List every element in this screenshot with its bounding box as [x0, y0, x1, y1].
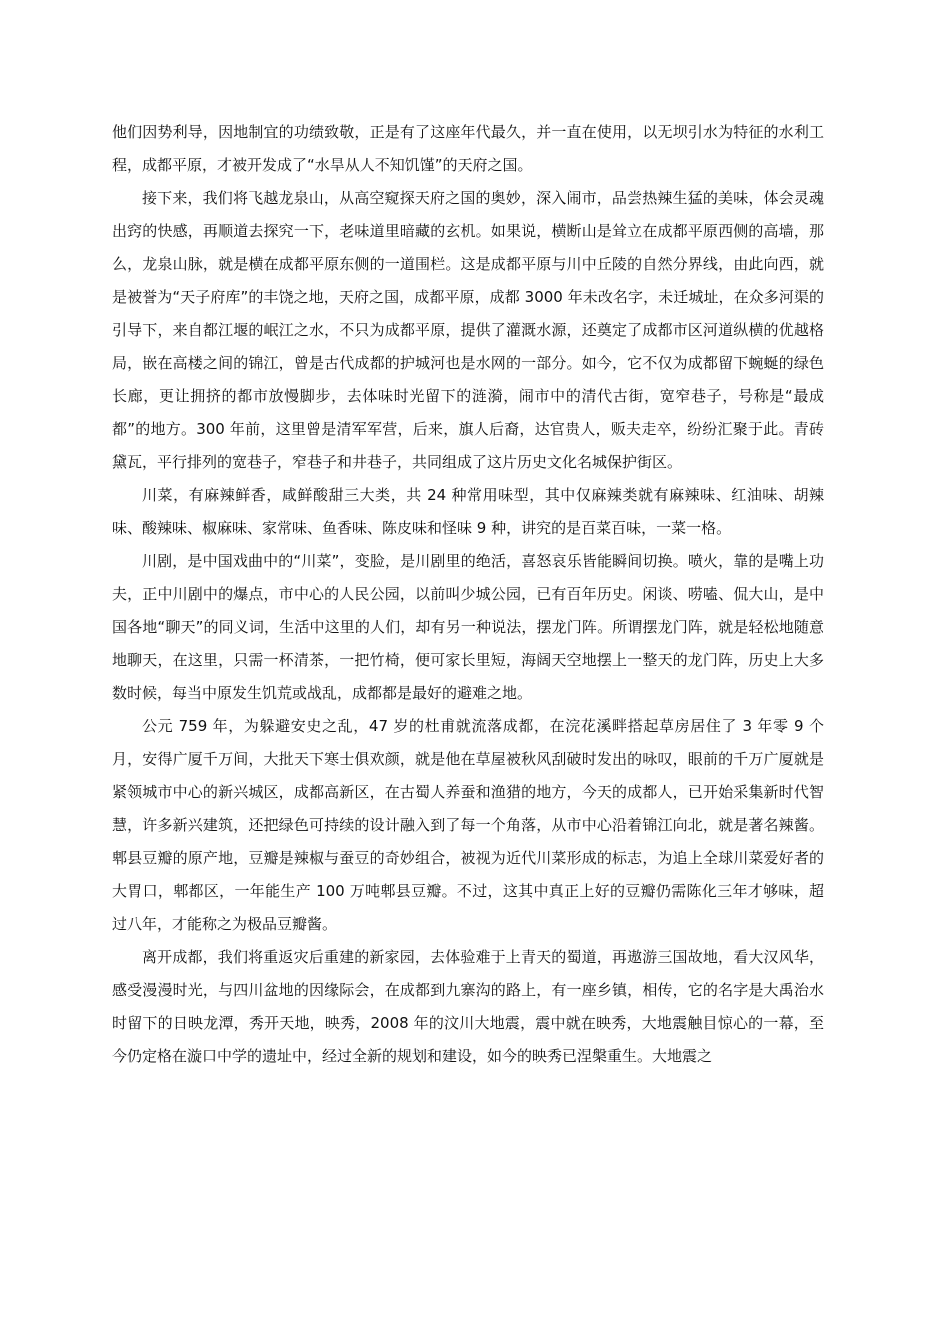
document-body — [112, 116, 824, 1073]
paragraph-sichuan-opera: 川剧，是中国戏曲中的“川菜”，变脸，是川剧里的绝活，喜怒哀乐皆能瞬间切换。喷火，靠的是嘴上功夫，正中川剧中的爆点，市中心的人民公园，以前叫少城公园，已有百年历史。闲谈、唠嗑、侃大山，是中国各地“聊天”的同义词，生活中这里的人们，却有另一种说法，摆龙门阵。所谓摆龙门阵，就是轻松地随意地聊天，在这里，只需一杯清茶，一把竹椅，便可家长里短，海阔天空地摆上一整天的龙门阵，历史上大多数时候，每当中原发生饥荒或战乱，成都都是最好的避难之地。 — [112, 552, 824, 702]
paragraph-sichuan-cuisine: 川菜，有麻辣鲜香，咸鲜酸甜三大类，共 24 种常用味型，其中仅麻辣类就有麻辣味、红油味、胡辣味、酸辣味、椒麻味、家常味、鱼香味、陈皮味和怪味 9 种，讲究的是百菜百味，一菜一格。 — [112, 486, 824, 537]
paragraph-dujiangyan-tribute: 他们因势利导，因地制宜的功绩致敬，正是有了这座年代最久，并一直在使用，以无坝引水为特征的水利工程，成都平原，才被开发成了“水旱从人不知饥馑”的天府之国。 — [112, 123, 824, 174]
paragraph-du-fu-and-pixian: 公元 759 年，为躲避安史之乱，47 岁的杜甫就流落成都，在浣花溪畔搭起草房居住了 3 年零 9 个月，安得广厦千万间，大批天下寒士俱欢颜，就是他在草屋被秋风刮破时发出的咏叹，眼前的千万广厦就是紧领城市中心的新兴城区，成都高新区，在古蜀人养蚕和渔猎的地方，今天的成都人，已开始采集新时代智慧，许多新兴建筑，还把绿色可持续的设计融入到了每一个角落，从市中心沿着锦江向北，就是著名辣酱。郫县豆瓣的原产地，豆瓣是辣椒与蚕豆的奇妙组合，被视为近代川菜形成的标志，为追上全球川菜爱好者的大胃口，郫都区，一年能生产 100 万吨郫县豆瓣。不过，这其中真正上好的豆瓣仍需陈化三年才够味，超过八年，才能称之为极品豆瓣酱。 — [112, 717, 824, 933]
paragraph-yingxiu: 离开成都，我们将重返灾后重建的新家园，去体验难于上青天的蜀道，再遨游三国故地，看大汉风华，感受漫漫时光，与四川盆地的因缘际会，在成都到九寨沟的路上，有一座乡镇，相传，它的名字是大禹治水时留下的日映龙潭，秀开天地，映秀，2008 年的汶川大地震，震中就在映秀，大地震触目惊心的一幕，至今仍定格在漩口中学的遗址中，经过全新的规划和建设，如今的映秀已涅槃重生。大地震之 — [112, 948, 824, 1065]
paragraph-chengdu-plain: 接下来，我们将飞越龙泉山，从高空窥探天府之国的奥妙，深入闹市，品尝热辣生猛的美味，体会灵魂出窍的快感，再顺道去探究一下，老味道里暗藏的玄机。如果说，横断山是耸立在成都平原西侧的高墙，那么，龙泉山脉，就是横在成都平原东侧的一道围栏。这是成都平原与川中丘陵的自然分界线，由此向西，就是被誉为“天子府库”的丰饶之地，天府之国，成都平原，成都 3000 年未改名字，未迁城址，在众多河渠的引导下，来自都江堰的岷江之水，不只为成都平原，提供了灌溉水源，还奠定了成都市区河道纵横的优越格局，嵌在高楼之间的锦江，曾是古代成都的护城河也是水网的一部分。如今，它不仅为成都留下蜿蜒的绿色长廊，更让拥挤的都市放慢脚步，去体味时光留下的涟漪，闹市中的清代古街，宽窄巷子，号称是“最成都”的地方。300 年前，这里曾是清军军营，后来，旗人后裔，达官贵人，贩夫走卒，纷纷汇聚于此。青砖黛瓦，平行排列的宽巷子，窄巷子和井巷子，共同组成了这片历史文化名城保护街区。 — [112, 189, 824, 471]
